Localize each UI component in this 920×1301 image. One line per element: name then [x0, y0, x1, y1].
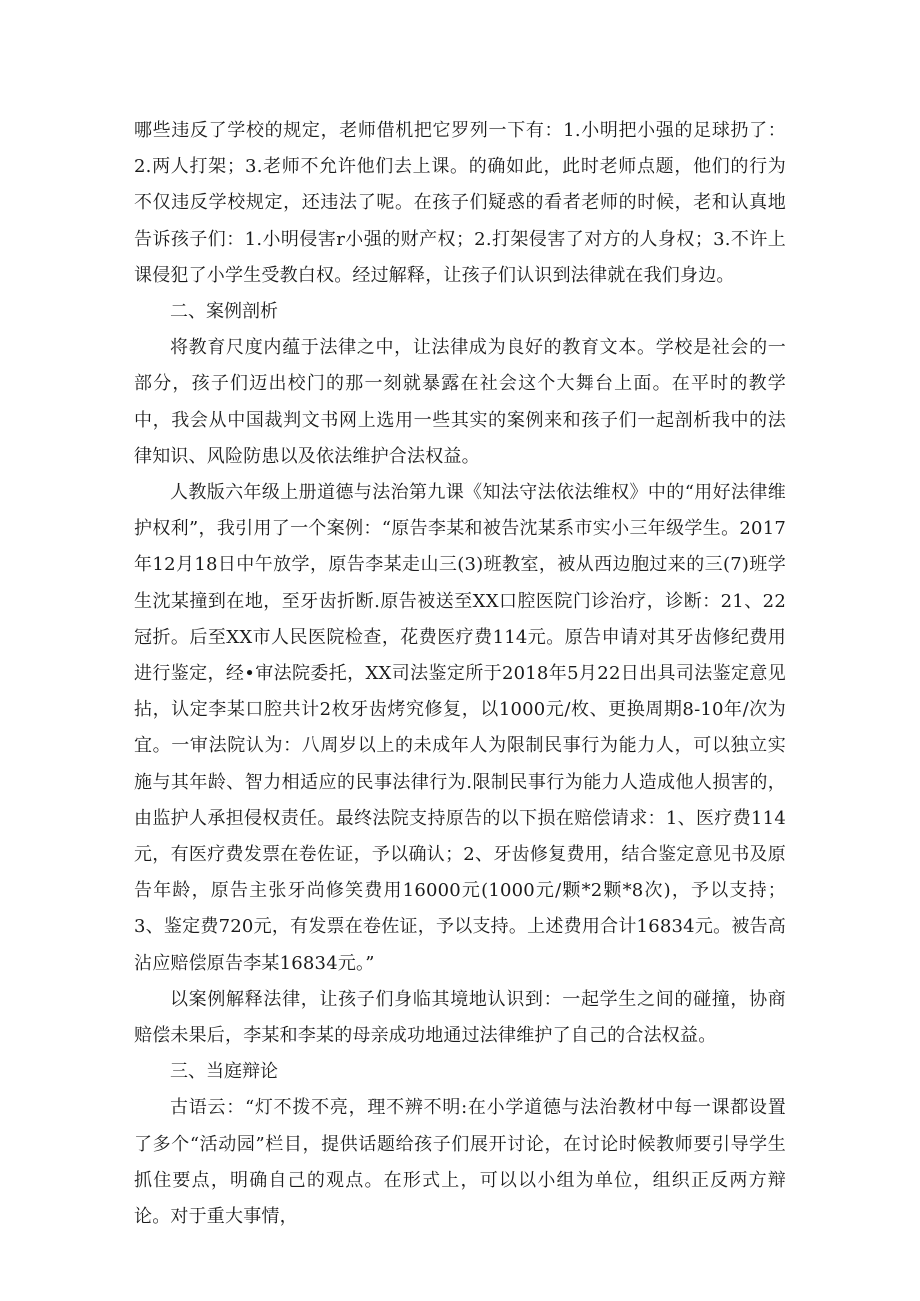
paragraph-intro: 哪些违反了学校的规定，老师借机把它罗列一下有：1.小明把小强的足球扔了：2.两人打架；3.老师不允许他们去上课。的确如此，此时老师点题，他们的行为不仅违反学校规定，还违法了呢。在孩子们疑惑的看者老师的时候，老和认真地告诉孩子们：1.小明侵害r小强的财产权；2.打架侵害了对方的人身权；3.不许上课侵犯了小学生受教白权。经过解释，让孩子们认识到法律就在我们身边。	[134, 120, 786, 286]
paragraph-case-conclusion: 以案例解释法律，让孩子们身临其境地认识到：一起学生之间的碰撞，协商赔偿未果后，李某和李某的母亲成功地通过法律维护了自己的合法权益。	[134, 988, 786, 1047]
paragraph-education-law: 将教育尺度内蕴于法律之中，让法律成为良好的教育文本。学校是社会的一部分，孩子们迈出校门的那一刻就暴露在社会这个大舞台上面。在平时的教学中，我会从中国裁判文书网上选用一些其实的案例来和孩子们一起剖析我中的法律知识、风险防患以及依法维护合法权益。	[134, 337, 786, 467]
paragraph-debate: 古语云：“灯不拨不亮，理不辨不明:在小学道德与法治教材中每一课都设置了多个“活动园”栏目，提供话题给孩子们展开讨论，在讨论时候教师要引导学生抓住要点，明确自己的观点。在形式上，可以以小组为单位，组织正反两方辩论。对于重大事情，	[134, 1097, 786, 1228]
section-heading-debate: 三、当庭辩论	[170, 1061, 278, 1083]
document-body	[134, 113, 786, 1235]
paragraph-case-example: 人教版六年级上册道德与法治第九课《知法守法依法维权》中的“用好法律维护权利”，我引用了一个案例：“原告李某和被告沈某系市实小三年级学生。2017年12月18日中午放学，原告李某走山三(3)班教室，被从西边胞过来的三(7)班学生沈某撞到在地，至牙齿折断.原告被送至XX口腔医院门诊治疗，诊断：21、22冠折。后至XX市人民医院检查，花费医疗费114元。原告申请对其牙齿修纪费用进行鉴定，经•审法院委托，XX司法鉴定所于2018年5月22日出具司法鉴定意见拈，认定李某口腔共计2枚牙齿烤究修复，以1000元/枚、更换周期8-10年/次为宜。一审法院认为：八周岁以上的未成年人为限制民事行为能力人，可以独立实施与其年龄、智力相适应的民事法律行为.限制民事行为能力人造成他人损害的，由监护人承担侵权责任。最终法院支持原告的以下损在赔偿请求：1、医疗费114元，有医疗费发票在卷佐证，予以确认；2、牙齿修复费用，结合鉴定意见书及原告年龄，原告主张牙尚修笑费用16000元(1000元/颗*2颗*8次)，予以支持；3、鉴定费720元，有发票在卷佐证，予以支持。上述费用合计16834元。被告高沾应赔偿原告李某16834元。”	[134, 482, 786, 974]
section-heading-case-analysis: 二、案例剖析	[170, 301, 278, 323]
